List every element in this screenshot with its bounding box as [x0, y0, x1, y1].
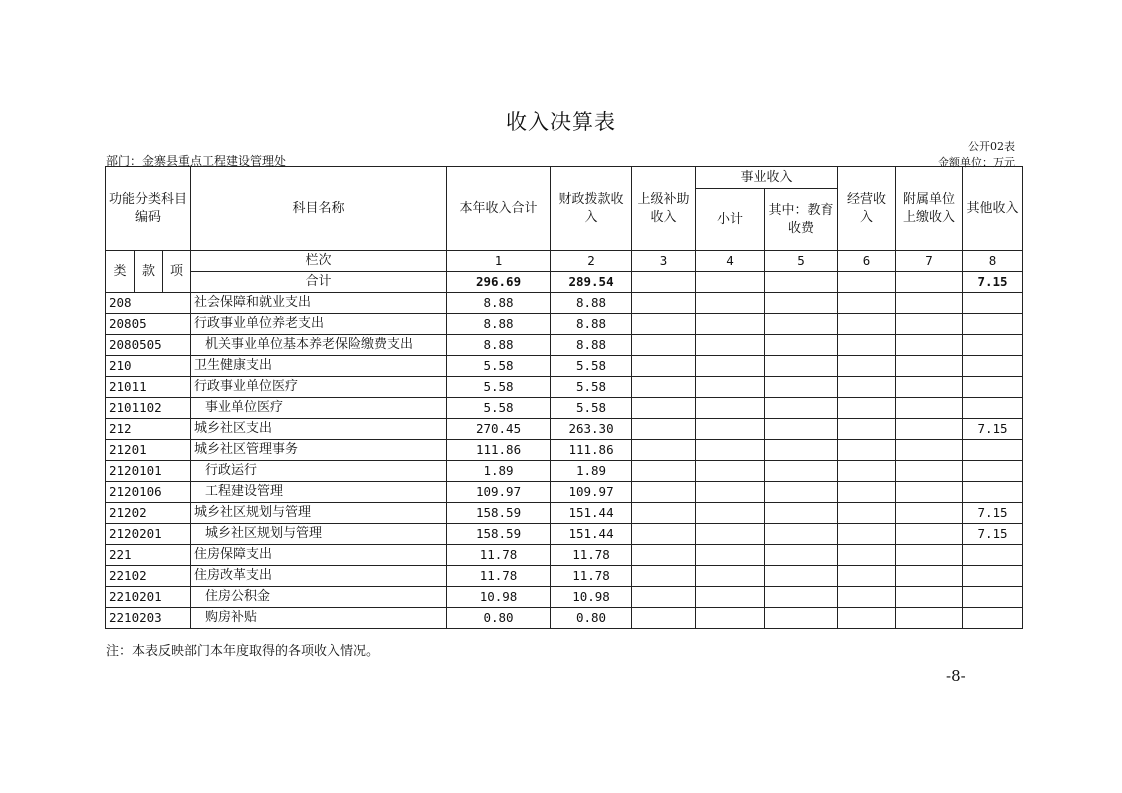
row-value — [632, 335, 696, 356]
row-value: 8.88 — [447, 335, 551, 356]
row-code: 21201 — [106, 440, 191, 461]
row-subject-name: 事业单位医疗 — [191, 398, 447, 419]
table-row — [106, 314, 1023, 335]
row-value: 8.88 — [447, 314, 551, 335]
table-row — [106, 503, 1023, 524]
row-value — [838, 356, 896, 377]
row-value: 158.59 — [447, 524, 551, 545]
row-value — [765, 293, 838, 314]
table-row — [106, 356, 1023, 377]
table-row — [106, 566, 1023, 587]
row-value — [838, 398, 896, 419]
row-value: 5.58 — [551, 356, 632, 377]
row-value — [963, 587, 1023, 608]
header-xiang: 项 — [163, 251, 191, 293]
header-affiliated: 附属单位上缴收入 — [896, 167, 963, 251]
row-value — [838, 566, 896, 587]
row-value — [632, 587, 696, 608]
row-value: 5.58 — [447, 356, 551, 377]
row-value: 8.88 — [551, 293, 632, 314]
row-value: 5.58 — [447, 398, 551, 419]
row-value — [696, 440, 765, 461]
row-value — [765, 587, 838, 608]
row-value: 1.89 — [447, 461, 551, 482]
row-value — [632, 440, 696, 461]
col-number: 5 — [765, 251, 838, 272]
row-value — [896, 482, 963, 503]
table-row — [106, 398, 1023, 419]
header-operating: 经营收入 — [838, 167, 896, 251]
row-value — [896, 419, 963, 440]
col-number: 2 — [551, 251, 632, 272]
row-value — [896, 356, 963, 377]
row-value: 5.58 — [551, 398, 632, 419]
row-value — [765, 335, 838, 356]
row-subject-name: 社会保障和就业支出 — [191, 293, 447, 314]
page-number: -8- — [946, 667, 966, 685]
row-value — [838, 482, 896, 503]
row-value — [963, 440, 1023, 461]
row-subject-name: 工程建设管理 — [191, 482, 447, 503]
row-value — [696, 587, 765, 608]
row-value — [896, 335, 963, 356]
row-value: 263.30 — [551, 419, 632, 440]
header-func-code: 功能分类科目编码 — [106, 167, 191, 251]
row-value — [963, 398, 1023, 419]
row-value — [696, 398, 765, 419]
row-value — [838, 440, 896, 461]
row-subject-name: 城乡社区支出 — [191, 419, 447, 440]
row-code: 2080505 — [106, 335, 191, 356]
row-value — [896, 440, 963, 461]
row-value — [696, 335, 765, 356]
row-value — [838, 503, 896, 524]
row-value — [632, 608, 696, 629]
row-value — [765, 398, 838, 419]
row-value — [896, 503, 963, 524]
row-value: 11.78 — [447, 566, 551, 587]
table-note: 注：本表反映部门本年度取得的各项收入情况。 — [106, 644, 380, 659]
row-value: 7.15 — [963, 524, 1023, 545]
total-value: 289.54 — [551, 272, 632, 293]
row-value — [963, 356, 1023, 377]
row-value — [765, 608, 838, 629]
table-row — [106, 587, 1023, 608]
row-value — [696, 524, 765, 545]
row-value — [696, 566, 765, 587]
row-value — [838, 461, 896, 482]
row-value — [765, 482, 838, 503]
table-row — [106, 482, 1023, 503]
row-value — [896, 566, 963, 587]
header-edu: 其中：教育收费 — [765, 189, 838, 251]
row-value — [896, 293, 963, 314]
row-value — [696, 545, 765, 566]
row-code: 2120101 — [106, 461, 191, 482]
row-value — [765, 377, 838, 398]
table-row — [106, 419, 1023, 440]
row-value — [696, 503, 765, 524]
total-value — [696, 272, 765, 293]
table-row — [106, 545, 1023, 566]
col-number: 7 — [896, 251, 963, 272]
row-value — [838, 335, 896, 356]
row-value — [696, 461, 765, 482]
income-table — [105, 166, 1023, 629]
row-value — [896, 524, 963, 545]
row-value: 7.15 — [963, 503, 1023, 524]
row-value: 10.98 — [447, 587, 551, 608]
row-value: 151.44 — [551, 503, 632, 524]
row-value — [765, 419, 838, 440]
page-title: 收入决算表 — [506, 110, 616, 134]
row-value — [696, 608, 765, 629]
row-value — [696, 419, 765, 440]
row-value: 8.88 — [551, 314, 632, 335]
row-value — [632, 293, 696, 314]
total-value: 296.69 — [447, 272, 551, 293]
row-value: 7.15 — [963, 419, 1023, 440]
row-value — [696, 314, 765, 335]
row-value: 8.88 — [551, 335, 632, 356]
form-number: 公开02表 — [968, 140, 1015, 153]
row-value — [896, 545, 963, 566]
row-value — [765, 461, 838, 482]
row-value: 158.59 — [447, 503, 551, 524]
row-value — [963, 545, 1023, 566]
row-value — [963, 293, 1023, 314]
table-row — [106, 293, 1023, 314]
row-subject-name: 城乡社区管理事务 — [191, 440, 447, 461]
row-value — [632, 503, 696, 524]
row-subject-name: 住房改革支出 — [191, 566, 447, 587]
row-value — [838, 314, 896, 335]
row-value — [963, 482, 1023, 503]
total-value: 7.15 — [963, 272, 1023, 293]
row-value: 8.88 — [447, 293, 551, 314]
row-value: 270.45 — [447, 419, 551, 440]
row-subject-name: 行政事业单位医疗 — [191, 377, 447, 398]
header-subject-name: 科目名称 — [191, 167, 447, 251]
row-code: 212 — [106, 419, 191, 440]
row-code: 2210201 — [106, 587, 191, 608]
row-value: 151.44 — [551, 524, 632, 545]
amount-unit-label: 金额单位：万元 — [938, 156, 1015, 169]
row-value: 1.89 — [551, 461, 632, 482]
row-value — [696, 356, 765, 377]
row-value — [963, 314, 1023, 335]
row-value — [765, 566, 838, 587]
row-value — [696, 377, 765, 398]
total-value — [838, 272, 896, 293]
row-value: 111.86 — [447, 440, 551, 461]
col-number: 8 — [963, 251, 1023, 272]
header-business: 事业收入 — [696, 167, 838, 189]
header-column-no: 栏次 — [191, 251, 447, 272]
row-value: 11.78 — [551, 566, 632, 587]
table-row — [106, 335, 1023, 356]
row-subject-name: 住房公积金 — [191, 587, 447, 608]
row-subject-name: 行政运行 — [191, 461, 447, 482]
total-value — [896, 272, 963, 293]
row-value: 11.78 — [447, 545, 551, 566]
table-row — [106, 377, 1023, 398]
row-value — [963, 461, 1023, 482]
row-code: 21202 — [106, 503, 191, 524]
row-value — [838, 377, 896, 398]
department-label: 部门：金寨县重点工程建设管理处 — [106, 154, 287, 168]
col-number: 1 — [447, 251, 551, 272]
row-subject-name: 机关事业单位基本养老保险缴费支出 — [191, 335, 447, 356]
row-value: 11.78 — [551, 545, 632, 566]
header-other: 其他收入 — [963, 167, 1023, 251]
row-value — [896, 314, 963, 335]
table-row — [106, 524, 1023, 545]
row-value — [765, 545, 838, 566]
row-value: 109.97 — [447, 482, 551, 503]
row-value — [632, 356, 696, 377]
row-code: 2101102 — [106, 398, 191, 419]
row-value — [963, 335, 1023, 356]
row-value: 0.80 — [447, 608, 551, 629]
col-number: 4 — [696, 251, 765, 272]
row-value — [632, 524, 696, 545]
header-fiscal: 财政拨款收入 — [551, 167, 632, 251]
row-value — [632, 566, 696, 587]
row-code: 2210203 — [106, 608, 191, 629]
row-value — [838, 293, 896, 314]
table-row — [106, 440, 1023, 461]
row-value — [896, 608, 963, 629]
header-total: 本年收入合计 — [447, 167, 551, 251]
table-row — [106, 608, 1023, 629]
row-value — [765, 503, 838, 524]
total-label: 合计 — [191, 272, 447, 293]
row-value — [632, 419, 696, 440]
table-row — [106, 461, 1023, 482]
row-value — [838, 587, 896, 608]
row-value — [765, 356, 838, 377]
row-value — [963, 608, 1023, 629]
row-value: 10.98 — [551, 587, 632, 608]
row-value — [696, 293, 765, 314]
row-value — [632, 482, 696, 503]
row-value — [896, 461, 963, 482]
total-value — [765, 272, 838, 293]
row-value — [765, 314, 838, 335]
row-value — [896, 377, 963, 398]
row-code: 21011 — [106, 377, 191, 398]
row-subject-name: 城乡社区规划与管理 — [191, 524, 447, 545]
header-lei: 类 — [106, 251, 135, 293]
row-value: 5.58 — [551, 377, 632, 398]
row-subject-name: 城乡社区规划与管理 — [191, 503, 447, 524]
col-number: 3 — [632, 251, 696, 272]
row-code: 221 — [106, 545, 191, 566]
header-superior: 上级补助收入 — [632, 167, 696, 251]
row-value — [838, 608, 896, 629]
total-value — [632, 272, 696, 293]
row-code: 2120106 — [106, 482, 191, 503]
row-code: 20805 — [106, 314, 191, 335]
row-value — [963, 566, 1023, 587]
header-subtotal: 小计 — [696, 189, 765, 251]
total-row — [106, 272, 1023, 293]
row-subject-name: 购房补贴 — [191, 608, 447, 629]
row-value — [896, 398, 963, 419]
row-code: 208 — [106, 293, 191, 314]
row-value — [632, 398, 696, 419]
row-value: 111.86 — [551, 440, 632, 461]
row-value — [765, 524, 838, 545]
row-value — [963, 377, 1023, 398]
header-kuan: 款 — [135, 251, 163, 293]
row-code: 2120201 — [106, 524, 191, 545]
row-value — [838, 524, 896, 545]
row-value: 0.80 — [551, 608, 632, 629]
row-value — [838, 419, 896, 440]
row-value — [632, 377, 696, 398]
row-value — [632, 545, 696, 566]
row-value — [696, 482, 765, 503]
row-value — [632, 461, 696, 482]
row-value — [765, 440, 838, 461]
row-value — [632, 314, 696, 335]
row-value: 5.58 — [447, 377, 551, 398]
row-value — [838, 545, 896, 566]
row-value: 109.97 — [551, 482, 632, 503]
row-subject-name: 住房保障支出 — [191, 545, 447, 566]
row-code: 210 — [106, 356, 191, 377]
row-subject-name: 行政事业单位养老支出 — [191, 314, 447, 335]
row-value — [896, 587, 963, 608]
col-number: 6 — [838, 251, 896, 272]
row-code: 22102 — [106, 566, 191, 587]
row-subject-name: 卫生健康支出 — [191, 356, 447, 377]
